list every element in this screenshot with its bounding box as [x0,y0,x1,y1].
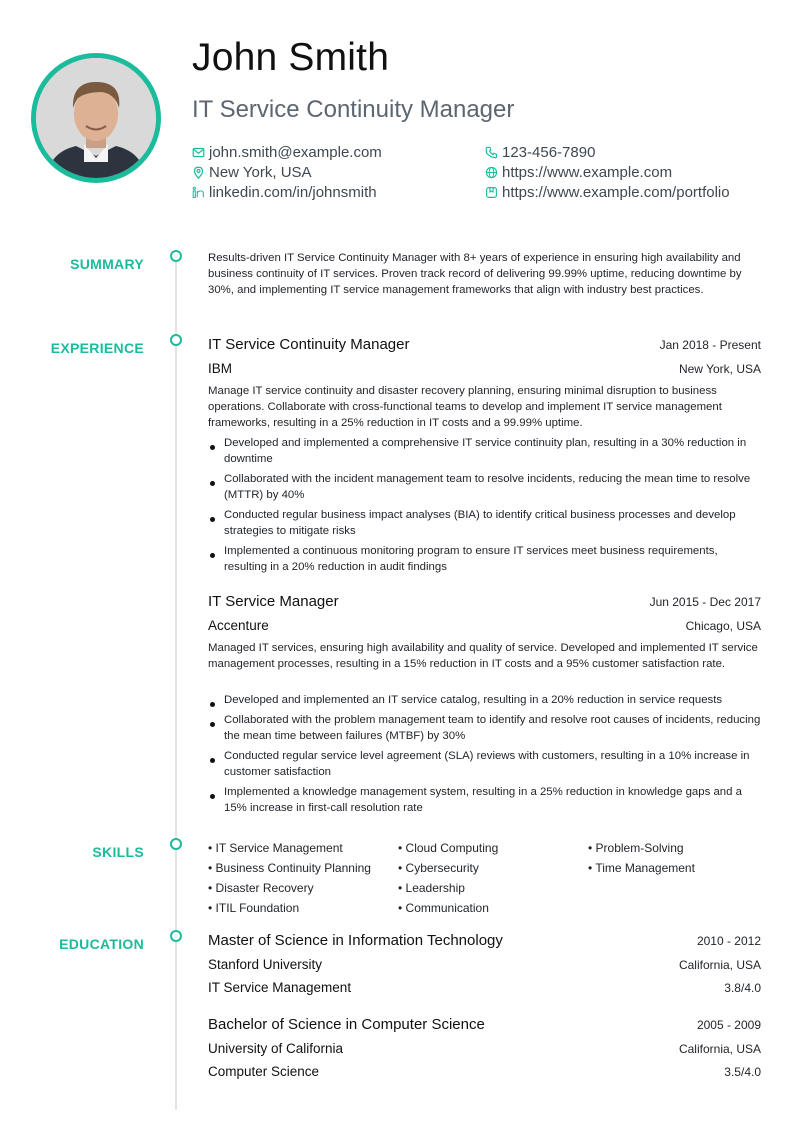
edu-2-field: Computer Science [208,1064,320,1079]
timeline-dot-skills [170,838,182,850]
linkedin-icon [192,186,205,199]
contact-portfolio[interactable] [485,182,730,202]
edu-2-location: California, USA [678,1042,761,1056]
timeline-dot-experience [170,334,182,346]
edu-1-school-row [208,957,761,972]
job-1-company: IBM [208,361,233,376]
job-1-description: Manage IT service continuity and disaster recovery planning, ensuring minimal disruption to business operations. Collaborate with cross-functional teams to develop and implement IT service management frameworks, resulting in a 25% reduction in IT costs and a 99.99% uptime. [208,385,722,429]
contact-website-text: https://www.example.com [502,163,673,181]
list-item: Conducted regular service level agreement (SLA) reviews with customers, resulting in a 10% increase in customer satisfaction [208,748,761,780]
contact-website[interactable] [485,162,672,182]
candidate-name: John Smith [192,36,390,79]
job-1-subheader [208,361,761,376]
skill-item: • Time Management [588,861,695,875]
timeline-dot-summary [170,250,182,262]
contact-location [192,162,312,182]
profile-photo [36,58,156,178]
list-item: Implemented a continuous monitoring program to ensure IT services meet business requirements, resulting in a 20% reduction in audit findings [208,543,761,575]
edu-1-field-row [208,980,761,995]
skill-item: • ITIL Foundation [208,901,300,915]
skill-item: • Business Continuity Planning [208,861,371,875]
edu-2-header [208,1016,761,1033]
skill-item: • Communication [398,901,489,915]
portfolio-icon [485,186,498,199]
timeline-dot-education [170,930,182,942]
list-item: Collaborated with the incident management team to resolve incidents, reducing the mean time to resolve (MTTR) by 40% [208,471,761,503]
edu-1-field: IT Service Management [208,980,352,995]
edu-2-gpa: 3.5/4.0 [724,1065,761,1079]
list-item: Developed and implemented a comprehensive IT service continuity plan, resulting in a 30% reduction in downtime [208,435,761,467]
contact-email-text: john.smith@example.com [209,143,382,161]
job-1-header [208,336,761,353]
edu-2-degree: Bachelor of Science in Computer Science [208,1016,485,1033]
summary-text: Results-driven IT Service Continuity Manager with 8+ years of experience in ensuring high availability and business continuity of IT services. Proven track record of delivering 99.99% uptime, reducing downtime by 30%, and implementing IT service management frameworks that align with industry best practices. [208,252,742,296]
timeline-line [175,256,177,1110]
skill-item: • IT Service Management [208,841,343,855]
job-1-location: New York, USA [678,362,761,376]
job-1-role: IT Service Continuity Manager [208,336,410,353]
section-title-summary: SUMMARY [70,256,144,272]
avatar [36,58,156,178]
job-2-company: Accenture [208,618,269,633]
contact-phone-text: 123-456-7890 [502,143,596,161]
contact-linkedin[interactable] [192,182,377,202]
location-pin-icon [192,166,205,179]
candidate-title: IT Service Continuity Manager [192,96,515,123]
edu-2-dates: 2005 - 2009 [696,1018,761,1032]
job-2-header [208,593,761,610]
skills-column-3 [588,838,695,878]
edu-1-location: California, USA [678,958,761,972]
section-title-education: EDUCATION [59,936,144,952]
edu-2-field-row [208,1064,761,1079]
list-item: Developed and implemented an IT service catalog, resulting in a 20% reduction in service requests [208,692,761,708]
section-title-experience: EXPERIENCE [50,340,144,356]
skills-grid [208,838,761,918]
edu-1-degree: Master of Science in Information Technology [208,932,503,949]
contact-linkedin-text: linkedin.com/in/johnsmith [209,183,377,201]
job-2-dates: Jun 2015 - Dec 2017 [649,595,761,609]
edu-1-school: Stanford University [208,957,323,972]
edu-2-school-row [208,1041,761,1056]
job-2-location: Chicago, USA [685,619,761,633]
contact-phone[interactable] [485,142,595,162]
skill-item: • Disaster Recovery [208,881,314,895]
skill-item: • Problem-Solving [588,841,684,855]
job-1-bullets [208,435,761,579]
edu-1-header [208,932,761,949]
contact-email[interactable] [192,142,382,162]
skill-item: • Cybersecurity [398,861,479,875]
skills-column-1 [208,838,371,918]
job-1-dates: Jan 2018 - Present [659,338,761,352]
edu-2-school: University of California [208,1041,344,1056]
job-2-description: Managed IT services, ensuring high availability and quality of service. Developed and implemented IT service management processes, resulting in a 15% reduction in IT costs and a 95% customer satisfaction rate. [208,642,758,670]
job-2-role: IT Service Manager [208,593,339,610]
list-item: Conducted regular business impact analyses (BIA) to identify critical business processes and develop strategies to mitigate risks [208,507,761,539]
skill-item: • Leadership [398,881,465,895]
phone-icon [485,146,498,159]
edu-1-dates: 2010 - 2012 [696,934,761,948]
edu-1-gpa: 3.8/4.0 [724,981,761,995]
list-item: Collaborated with the problem management team to identify and resolve root causes of incidents, reducing the mean time between failures (MTBF) by 30% [208,712,761,744]
mail-icon [192,146,205,159]
skill-item: • Cloud Computing [398,841,499,855]
job-2-bullets [208,692,761,820]
contact-location-text: New York, USA [209,163,312,181]
list-item: Implemented a knowledge management system, resulting in a 25% reduction in knowledge gaps and a 15% increase in first-call resolution rate [208,784,761,816]
contact-portfolio-text: https://www.example.com/portfolio [502,183,730,201]
globe-icon [485,166,498,179]
section-title-skills: SKILLS [92,844,144,860]
job-2-subheader [208,618,761,633]
skills-column-2 [398,838,498,918]
